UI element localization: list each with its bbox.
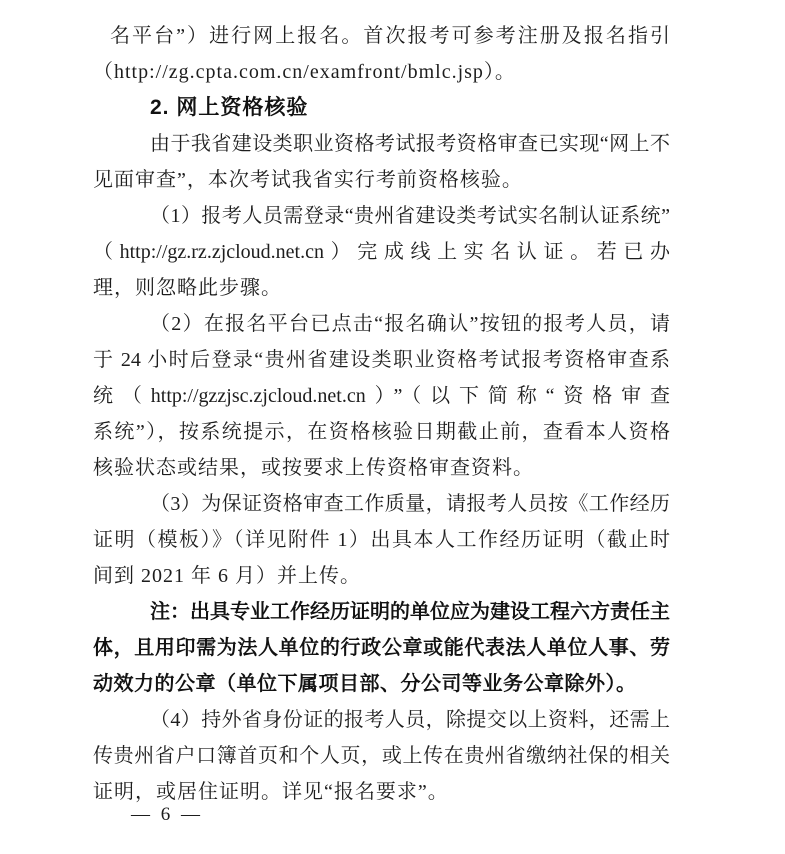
- text-line: 于 24 小时后登录“贵州省建设类职业资格考试报考资格审查系: [93, 349, 670, 371]
- text-line: 见面审查”，本次考试我省实行考前资格核验。: [93, 169, 523, 191]
- text-line: （http://zg.cpta.com.cn/examfront/bmlc.jsp）。: [93, 61, 516, 83]
- text-line: 统（http://gzzjsc.zjcloud.net.cn）”（以下简称“资格审查: [93, 385, 670, 407]
- text-line: 体，且用印需为法人单位的行政公章或能代表法人单位人事、劳: [93, 637, 670, 659]
- section-heading: 2. 网上资格核验: [150, 96, 309, 119]
- text-line: 证明，或居住证明。详见“报名要求”。: [93, 781, 449, 803]
- text-line: （4）持外省身份证的报考人员，除提交以上资料，还需上: [150, 709, 670, 731]
- text-line: 系统”），按系统提示，在资格核验日期截止前，查看本人资格: [93, 421, 670, 443]
- text-line: 注：出具专业工作经历证明的单位应为建设工程六方责任主: [150, 601, 670, 623]
- text-line: （2）在报名平台已点击“报名确认”按钮的报考人员，请: [150, 313, 670, 335]
- page-number: — 6 —: [131, 804, 203, 825]
- text-line: 传贵州省户口簿首页和个人页，或上传在贵州省缴纳社保的相关: [93, 745, 670, 767]
- text-line: （http://gz.rz.zjcloud.net.cn）完成线上实名认证。若已办: [93, 241, 670, 263]
- text-line: 名平台”）进行网上报名。首次报考可参考注册及报名指引: [110, 25, 670, 47]
- text-line: 间到 2021 年 6 月）并上传。: [93, 565, 361, 587]
- document-text-block: [93, 0, 670, 854]
- text-line: 证明（模板）》（详见附件 1）出具本人工作经历证明（截止时: [93, 529, 670, 551]
- text-line: 核验状态或结果，或按要求上传资格审查资料。: [93, 457, 534, 479]
- text-line: （1）报考人员需登录“贵州省建设类考试实名制认证系统”: [150, 205, 670, 227]
- text-line: 动效力的公章（单位下属项目部、分公司等业务公章除外）。: [93, 673, 637, 695]
- text-line: （3）为保证资格审查工作质量，请报考人员按《工作经历: [150, 493, 670, 515]
- text-line: 理，则忽略此步骤。: [93, 277, 282, 299]
- text-line: 由于我省建设类职业资格考试报考资格审查已实现“网上不: [150, 133, 670, 155]
